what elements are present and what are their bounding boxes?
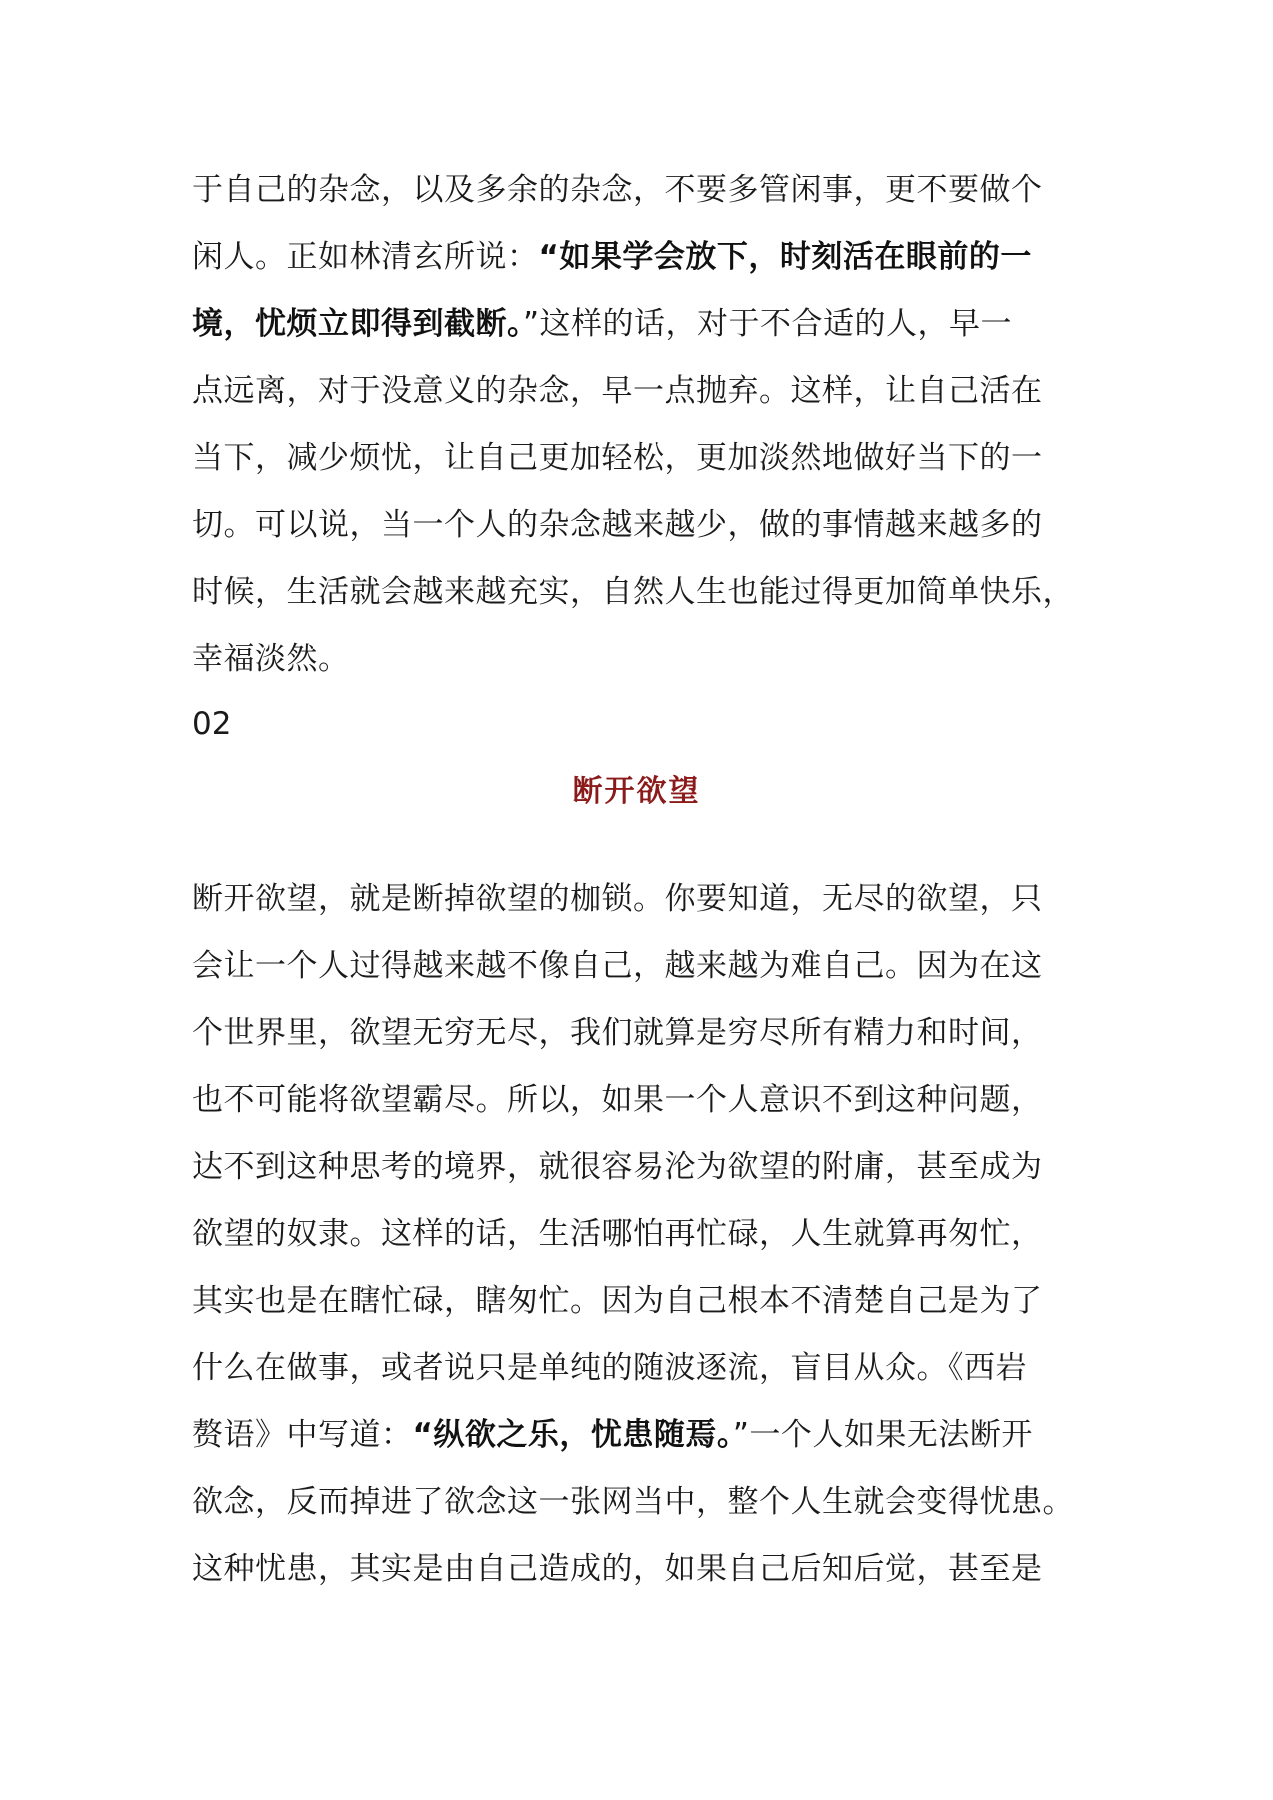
paragraph-line: 个世界里，欲望无穷无尽，我们就算是穷尽所有精力和时间， (192, 1015, 1043, 1051)
paragraph-line: 欲望的奴隶。这样的话，生活哪怕再忙碌，人生就算再匆忙， (192, 1216, 1043, 1252)
paragraph-line: 点远离，对于没意义的杂念，早一点抛弃。这样，让自己活在 (192, 373, 1043, 409)
paragraph-line (192, 291, 1092, 358)
paragraph-line: 其实也是在瞎忙碌，瞎匆忙。因为自己根本不清楚自己是为了 (192, 1283, 1043, 1319)
quote-bold: “如果学会放下，时刻活在眼前的一 (538, 239, 1032, 275)
line-text: 赘语》中写道： (192, 1417, 413, 1453)
line-text: ”这样的话，对于不合适的人，早一 (523, 306, 1013, 342)
quote-bold: 境，忧烦立即得到截断。 (192, 306, 523, 342)
paragraph-line: 达不到这种思考的境界，就很容易沦为欲望的附庸，甚至成为 (192, 1149, 1043, 1185)
paragraph-line (192, 224, 1092, 291)
paragraph-line: 这种忧患，其实是由自己造成的，如果自己后知后觉，甚至是 (192, 1551, 1043, 1587)
paragraph-line: 也不可能将欲望霸尽。所以，如果一个人意识不到这种问题， (192, 1082, 1043, 1118)
paragraph-line: 切。可以说，当一个人的杂念越来越少，做的事情越来越多的 (192, 507, 1043, 543)
paragraph-1 (192, 157, 1092, 693)
section-title: 断开欲望 (572, 774, 701, 809)
paragraph-line: 当下，减少烦忧，让自己更加轻松，更加淡然地做好当下的一 (192, 440, 1043, 476)
quote-bold: “纵欲之乐，忧患随焉。 (412, 1417, 733, 1453)
section-number: 02 (192, 706, 232, 742)
paragraph-line (192, 1402, 1092, 1469)
paragraph-line: 什么在做事，或者说只是单纯的随波逐流，盲目从众。《西岩 (192, 1350, 1027, 1386)
paragraph-line: 会让一个人过得越来越不像自己，越来越为难自己。因为在这 (192, 948, 1043, 984)
paragraph-line: 欲念，反而掉进了欲念这一张网当中，整个人生就会变得忧患。 (192, 1484, 1074, 1520)
line-text: 闲人。正如林清玄所说： (192, 239, 539, 275)
paragraph-line: 时候，生活就会越来越充实，自然人生也能过得更加简单快乐， (192, 574, 1074, 610)
line-text: ”一个人如果无法断开 (732, 1417, 1033, 1453)
paragraph-2 (192, 866, 1092, 1603)
paragraph-line: 断开欲望，就是断掉欲望的枷锁。你要知道，无尽的欲望，只 (192, 881, 1043, 917)
paragraph-line: 于自己的杂念，以及多余的杂念，不要多管闲事，更不要做个 (192, 172, 1043, 208)
paragraph-line: 幸福淡然。 (192, 641, 350, 677)
